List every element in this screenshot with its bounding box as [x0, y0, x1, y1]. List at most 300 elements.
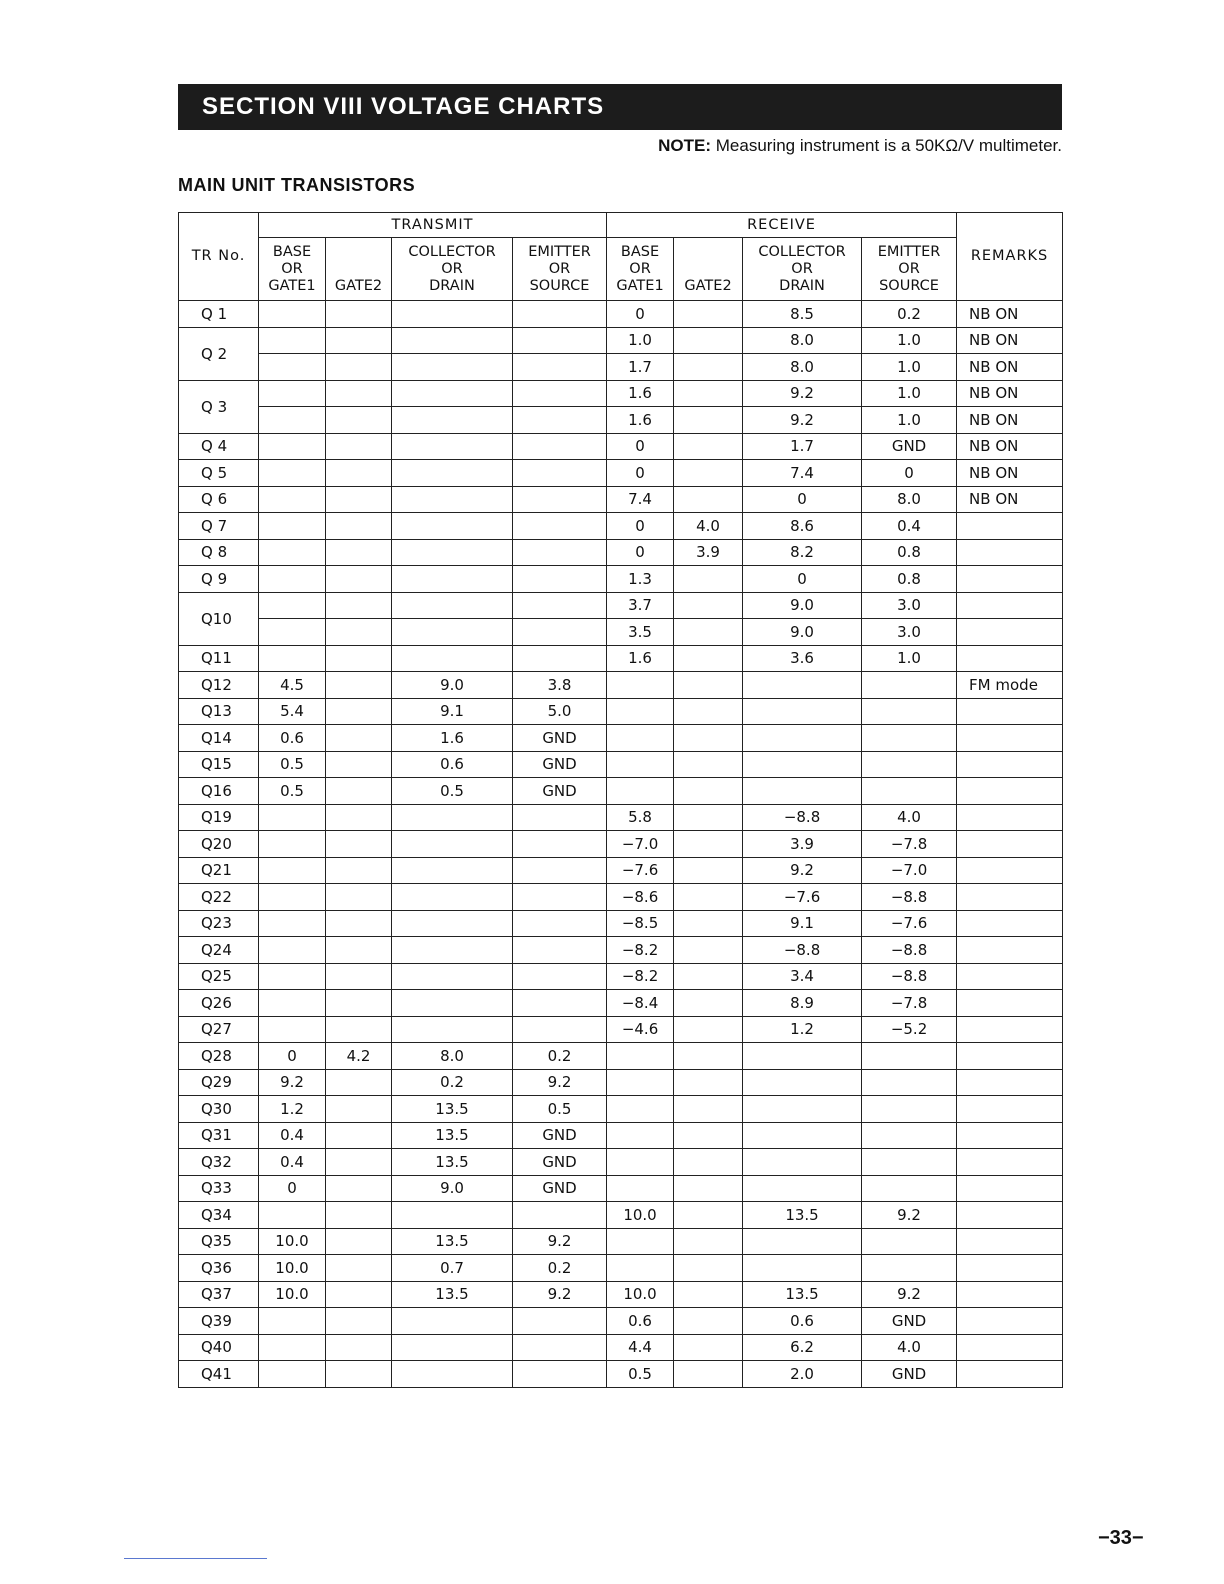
cell-rx-gate2: [674, 380, 743, 407]
cell-remarks: [957, 1308, 1063, 1335]
cell-rx-emitter: [862, 1175, 957, 1202]
cell-rx-gate2: [674, 1202, 743, 1229]
cell-rx-gate2: [674, 857, 743, 884]
cell-tx-gate2: [326, 301, 392, 328]
cell-rx-base: [607, 778, 674, 805]
cell-rx-emitter: 0.8: [862, 566, 957, 593]
table-row: [179, 566, 1063, 593]
cell-rx-base: 1.0: [607, 327, 674, 354]
cell-tx-collector: 13.5: [392, 1281, 513, 1308]
table-row: [179, 354, 1063, 381]
cell-rx-emitter: −7.6: [862, 910, 957, 937]
header-rx-collector: COLLECTOR OR DRAIN: [743, 238, 862, 301]
cell-tx-base: 0.5: [259, 778, 326, 805]
cell-rx-gate2: [674, 1016, 743, 1043]
table-row: [179, 1361, 1063, 1388]
cell-tx-collector: 9.0: [392, 1175, 513, 1202]
cell-tx-gate2: [326, 1281, 392, 1308]
cell-rx-emitter: 1.0: [862, 380, 957, 407]
cell-rx-collector: 8.5: [743, 301, 862, 328]
cell-rx-gate2: [674, 1228, 743, 1255]
cell-remarks: [957, 990, 1063, 1017]
cell-remarks: [957, 884, 1063, 911]
table-row: [179, 1228, 1063, 1255]
cell-tx-emitter: GND: [513, 1149, 607, 1176]
cell-rx-collector: 13.5: [743, 1202, 862, 1229]
table-row: [179, 460, 1063, 487]
cell-tr-no: Q25: [179, 963, 259, 990]
cell-tx-collector: [392, 486, 513, 513]
cell-tx-collector: [392, 539, 513, 566]
cell-tx-collector: [392, 1016, 513, 1043]
cell-tr-no: Q11: [179, 645, 259, 672]
cell-tx-gate2: [326, 963, 392, 990]
cell-tr-no: Q 9: [179, 566, 259, 593]
cell-rx-emitter: −7.8: [862, 831, 957, 858]
cell-rx-emitter: 9.2: [862, 1202, 957, 1229]
cell-rx-emitter: [862, 1228, 957, 1255]
cell-tx-base: 0.4: [259, 1122, 326, 1149]
cell-tx-base: 10.0: [259, 1228, 326, 1255]
cell-tx-collector: [392, 433, 513, 460]
cell-tx-emitter: [513, 407, 607, 434]
cell-rx-gate2: [674, 778, 743, 805]
cell-rx-collector: 9.0: [743, 592, 862, 619]
table-row: [179, 778, 1063, 805]
cell-tx-gate2: [326, 566, 392, 593]
table-row: [179, 1202, 1063, 1229]
cell-tx-emitter: [513, 486, 607, 513]
cell-tr-no: Q 5: [179, 460, 259, 487]
cell-rx-gate2: [674, 619, 743, 646]
cell-remarks: NB ON: [957, 380, 1063, 407]
cell-tr-no: Q37: [179, 1281, 259, 1308]
cell-remarks: [957, 539, 1063, 566]
cell-tr-no: Q34: [179, 1202, 259, 1229]
cell-rx-emitter: [862, 1255, 957, 1282]
cell-tx-collector: [392, 1308, 513, 1335]
cell-tx-collector: [392, 990, 513, 1017]
cell-tx-base: 5.4: [259, 698, 326, 725]
cell-tx-base: 1.2: [259, 1096, 326, 1123]
cell-tx-base: [259, 1361, 326, 1388]
cell-tr-no: Q13: [179, 698, 259, 725]
cell-tx-emitter: [513, 433, 607, 460]
cell-tx-collector: [392, 301, 513, 328]
cell-remarks: [957, 619, 1063, 646]
cell-rx-gate2: [674, 460, 743, 487]
cell-tx-collector: [392, 884, 513, 911]
cell-remarks: [957, 725, 1063, 752]
cell-tx-gate2: [326, 354, 392, 381]
cell-rx-collector: 0: [743, 486, 862, 513]
header-receive: RECEIVE: [607, 213, 957, 238]
cell-tx-emitter: GND: [513, 725, 607, 752]
cell-rx-base: [607, 1096, 674, 1123]
cell-tx-base: [259, 566, 326, 593]
cell-rx-gate2: [674, 1281, 743, 1308]
cell-rx-base: 5.8: [607, 804, 674, 831]
cell-tx-base: [259, 884, 326, 911]
cell-tx-collector: [392, 354, 513, 381]
cell-tx-gate2: [326, 857, 392, 884]
cell-tr-no: Q 8: [179, 539, 259, 566]
cell-tx-gate2: [326, 1308, 392, 1335]
cell-tx-collector: 13.5: [392, 1096, 513, 1123]
cell-rx-gate2: [674, 698, 743, 725]
cell-remarks: FM mode: [957, 672, 1063, 699]
cell-tr-no: Q32: [179, 1149, 259, 1176]
cell-tx-gate2: [326, 831, 392, 858]
cell-remarks: [957, 698, 1063, 725]
cell-tx-base: [259, 460, 326, 487]
cell-tr-no: Q23: [179, 910, 259, 937]
header-group-row: [179, 213, 1063, 238]
cell-rx-gate2: [674, 910, 743, 937]
cell-rx-collector: 8.0: [743, 327, 862, 354]
cell-rx-collector: 0: [743, 566, 862, 593]
cell-rx-collector: 3.6: [743, 645, 862, 672]
header-rx-emitter: EMITTER OR SOURCE: [862, 238, 957, 301]
cell-tx-base: [259, 539, 326, 566]
cell-rx-base: −8.6: [607, 884, 674, 911]
cell-rx-base: 10.0: [607, 1202, 674, 1229]
cell-tr-no: Q27: [179, 1016, 259, 1043]
table-row: [179, 1016, 1063, 1043]
cell-tx-base: [259, 910, 326, 937]
cell-rx-base: [607, 1228, 674, 1255]
cell-tr-no: Q 1: [179, 301, 259, 328]
cell-tr-no: Q26: [179, 990, 259, 1017]
table-row: [179, 1096, 1063, 1123]
cell-rx-base: 0.5: [607, 1361, 674, 1388]
cell-tx-collector: [392, 460, 513, 487]
table-row: [179, 327, 1063, 354]
cell-rx-gate2: [674, 566, 743, 593]
table-row: [179, 539, 1063, 566]
cell-rx-emitter: −8.8: [862, 937, 957, 964]
cell-remarks: NB ON: [957, 433, 1063, 460]
cell-tx-emitter: [513, 619, 607, 646]
cell-tx-collector: [392, 857, 513, 884]
cell-remarks: [957, 1149, 1063, 1176]
cell-rx-emitter: −7.0: [862, 857, 957, 884]
cell-tx-emitter: [513, 460, 607, 487]
cell-tx-collector: [392, 937, 513, 964]
header-rx-base: BASE OR GATE1: [607, 238, 674, 301]
cell-tx-base: [259, 963, 326, 990]
cell-remarks: [957, 592, 1063, 619]
cell-tr-no: Q15: [179, 751, 259, 778]
cell-rx-emitter: GND: [862, 1361, 957, 1388]
cell-tx-emitter: [513, 513, 607, 540]
cell-tx-collector: [392, 327, 513, 354]
cell-rx-emitter: 0.2: [862, 301, 957, 328]
table-row: [179, 1175, 1063, 1202]
cell-tx-gate2: [326, 433, 392, 460]
cell-tx-collector: [392, 804, 513, 831]
cell-rx-gate2: [674, 1308, 743, 1335]
cell-tx-emitter: GND: [513, 778, 607, 805]
cell-rx-gate2: [674, 1334, 743, 1361]
cell-tx-collector: 0.5: [392, 778, 513, 805]
cell-rx-base: −8.2: [607, 963, 674, 990]
cell-tr-no: Q31: [179, 1122, 259, 1149]
cell-tx-emitter: [513, 937, 607, 964]
cell-rx-collector: 0.6: [743, 1308, 862, 1335]
table-row: [179, 725, 1063, 752]
cell-remarks: [957, 1069, 1063, 1096]
cell-rx-collector: 3.4: [743, 963, 862, 990]
cell-rx-collector: 9.2: [743, 857, 862, 884]
table-row: [179, 513, 1063, 540]
cell-remarks: NB ON: [957, 407, 1063, 434]
cell-remarks: [957, 857, 1063, 884]
table-subtitle: MAIN UNIT TRANSISTORS: [178, 175, 416, 195]
cell-tx-gate2: [326, 1202, 392, 1229]
cell-tr-no: Q35: [179, 1228, 259, 1255]
cell-rx-emitter: 4.0: [862, 1334, 957, 1361]
cell-rx-emitter: [862, 778, 957, 805]
table-row: [179, 1334, 1063, 1361]
cell-tx-collector: 0.6: [392, 751, 513, 778]
cell-tx-base: [259, 990, 326, 1017]
header-tx-collector: COLLECTOR OR DRAIN: [392, 238, 513, 301]
table-row: [179, 910, 1063, 937]
table-row: [179, 1069, 1063, 1096]
cell-tr-no: Q39: [179, 1308, 259, 1335]
cell-rx-collector: [743, 698, 862, 725]
cell-tx-gate2: [326, 407, 392, 434]
cell-rx-gate2: [674, 1175, 743, 1202]
cell-tx-gate2: [326, 619, 392, 646]
table-row: [179, 672, 1063, 699]
header-tx-base: BASE OR GATE1: [259, 238, 326, 301]
cell-rx-collector: 8.0: [743, 354, 862, 381]
cell-tx-base: [259, 937, 326, 964]
cell-tx-base: [259, 407, 326, 434]
cell-rx-gate2: [674, 1255, 743, 1282]
measurement-note: [658, 136, 1062, 156]
table-row: [179, 963, 1063, 990]
cell-remarks: NB ON: [957, 327, 1063, 354]
cell-tx-gate2: [326, 1016, 392, 1043]
cell-rx-emitter: 3.0: [862, 619, 957, 646]
footer-rule: [124, 1558, 267, 1559]
cell-tx-collector: 0.2: [392, 1069, 513, 1096]
cell-remarks: [957, 1016, 1063, 1043]
cell-rx-collector: −8.8: [743, 804, 862, 831]
cell-tx-collector: [392, 1202, 513, 1229]
table-row: [179, 884, 1063, 911]
cell-tx-base: [259, 486, 326, 513]
cell-rx-collector: [743, 778, 862, 805]
cell-rx-collector: 6.2: [743, 1334, 862, 1361]
cell-rx-base: 1.6: [607, 380, 674, 407]
cell-rx-collector: [743, 1069, 862, 1096]
cell-tx-gate2: [326, 460, 392, 487]
cell-rx-emitter: 1.0: [862, 645, 957, 672]
cell-tx-base: [259, 645, 326, 672]
table-row: [179, 751, 1063, 778]
cell-rx-base: −8.5: [607, 910, 674, 937]
cell-tx-gate2: [326, 539, 392, 566]
cell-tx-base: 0.5: [259, 751, 326, 778]
cell-tx-collector: [392, 619, 513, 646]
cell-rx-base: [607, 725, 674, 752]
cell-rx-gate2: [674, 1361, 743, 1388]
cell-rx-emitter: GND: [862, 433, 957, 460]
cell-tx-gate2: [326, 778, 392, 805]
cell-tx-gate2: [326, 1096, 392, 1123]
cell-remarks: NB ON: [957, 354, 1063, 381]
cell-tx-collector: [392, 831, 513, 858]
cell-rx-collector: [743, 1096, 862, 1123]
table-row: [179, 831, 1063, 858]
cell-rx-emitter: 9.2: [862, 1281, 957, 1308]
cell-tr-no: Q 2: [179, 327, 259, 380]
cell-rx-base: 3.7: [607, 592, 674, 619]
cell-tx-emitter: [513, 539, 607, 566]
cell-rx-base: −8.2: [607, 937, 674, 964]
header-transmit: TRANSMIT: [259, 213, 607, 238]
cell-remarks: [957, 1175, 1063, 1202]
cell-tx-gate2: [326, 1149, 392, 1176]
cell-rx-base: [607, 1175, 674, 1202]
cell-tx-emitter: [513, 1202, 607, 1229]
cell-rx-emitter: [862, 698, 957, 725]
cell-tx-base: [259, 380, 326, 407]
cell-tx-gate2: [326, 645, 392, 672]
cell-remarks: [957, 1361, 1063, 1388]
cell-tx-base: [259, 1202, 326, 1229]
cell-tx-base: [259, 619, 326, 646]
cell-tx-base: [259, 857, 326, 884]
cell-rx-emitter: 3.0: [862, 592, 957, 619]
cell-rx-emitter: [862, 751, 957, 778]
cell-tx-emitter: [513, 592, 607, 619]
cell-rx-gate2: [674, 1122, 743, 1149]
cell-remarks: NB ON: [957, 460, 1063, 487]
cell-tx-gate2: [326, 698, 392, 725]
table-row: [179, 1043, 1063, 1070]
cell-rx-collector: 7.4: [743, 460, 862, 487]
cell-tx-emitter: [513, 1361, 607, 1388]
cell-remarks: [957, 963, 1063, 990]
cell-tr-no: Q 3: [179, 380, 259, 433]
cell-rx-emitter: [862, 1069, 957, 1096]
voltage-table: [178, 212, 1063, 1388]
cell-tx-base: 9.2: [259, 1069, 326, 1096]
cell-tr-no: Q22: [179, 884, 259, 911]
cell-tx-gate2: [326, 1334, 392, 1361]
cell-tx-emitter: [513, 301, 607, 328]
cell-tx-gate2: [326, 1175, 392, 1202]
cell-tr-no: Q 7: [179, 513, 259, 540]
cell-tx-gate2: [326, 592, 392, 619]
table-row: [179, 1122, 1063, 1149]
table-row: [179, 1149, 1063, 1176]
cell-rx-collector: 9.2: [743, 407, 862, 434]
cell-remarks: [957, 751, 1063, 778]
cell-tx-collector: 13.5: [392, 1228, 513, 1255]
cell-rx-collector: [743, 1175, 862, 1202]
cell-tx-emitter: 0.2: [513, 1255, 607, 1282]
cell-tr-no: Q28: [179, 1043, 259, 1070]
cell-rx-collector: 13.5: [743, 1281, 862, 1308]
cell-tx-base: [259, 354, 326, 381]
cell-tx-gate2: [326, 937, 392, 964]
cell-rx-base: 0.6: [607, 1308, 674, 1335]
cell-remarks: [957, 1255, 1063, 1282]
cell-tx-emitter: [513, 566, 607, 593]
cell-rx-emitter: 0: [862, 460, 957, 487]
cell-remarks: [957, 1228, 1063, 1255]
cell-tx-collector: [392, 1361, 513, 1388]
cell-tx-collector: [392, 1334, 513, 1361]
cell-tx-base: [259, 1308, 326, 1335]
cell-tx-emitter: [513, 1308, 607, 1335]
table-row: [179, 1255, 1063, 1282]
cell-tx-base: [259, 433, 326, 460]
cell-rx-emitter: [862, 672, 957, 699]
cell-remarks: [957, 1122, 1063, 1149]
cell-rx-collector: [743, 725, 862, 752]
cell-remarks: [957, 1281, 1063, 1308]
cell-tx-base: [259, 804, 326, 831]
cell-tx-gate2: [326, 1069, 392, 1096]
cell-rx-gate2: [674, 751, 743, 778]
cell-tx-base: [259, 327, 326, 354]
cell-rx-collector: 1.2: [743, 1016, 862, 1043]
table-row: [179, 592, 1063, 619]
cell-rx-base: 4.4: [607, 1334, 674, 1361]
table-row: [179, 619, 1063, 646]
cell-tr-no: Q33: [179, 1175, 259, 1202]
cell-tx-gate2: [326, 380, 392, 407]
cell-tr-no: Q29: [179, 1069, 259, 1096]
table-row: [179, 937, 1063, 964]
cell-tr-no: Q21: [179, 857, 259, 884]
table-row: [179, 301, 1063, 328]
cell-rx-gate2: [674, 407, 743, 434]
cell-rx-gate2: [674, 725, 743, 752]
cell-rx-collector: [743, 672, 862, 699]
note-label: NOTE:: [658, 136, 712, 155]
cell-tx-collector: 8.0: [392, 1043, 513, 1070]
cell-tx-emitter: [513, 327, 607, 354]
cell-tx-collector: [392, 566, 513, 593]
cell-rx-base: 1.6: [607, 407, 674, 434]
cell-rx-emitter: [862, 1043, 957, 1070]
cell-rx-emitter: −8.8: [862, 884, 957, 911]
table-row: [179, 380, 1063, 407]
cell-rx-base: 0: [607, 301, 674, 328]
cell-tx-collector: 1.6: [392, 725, 513, 752]
cell-tx-emitter: [513, 963, 607, 990]
cell-tx-emitter: 9.2: [513, 1281, 607, 1308]
cell-tx-collector: 13.5: [392, 1122, 513, 1149]
cell-tr-no: Q10: [179, 592, 259, 645]
cell-rx-base: 0: [607, 539, 674, 566]
table-row: [179, 645, 1063, 672]
cell-rx-collector: [743, 1228, 862, 1255]
cell-rx-emitter: [862, 1096, 957, 1123]
cell-tr-no: Q24: [179, 937, 259, 964]
cell-remarks: NB ON: [957, 301, 1063, 328]
cell-rx-gate2: [674, 592, 743, 619]
table-row: [179, 698, 1063, 725]
